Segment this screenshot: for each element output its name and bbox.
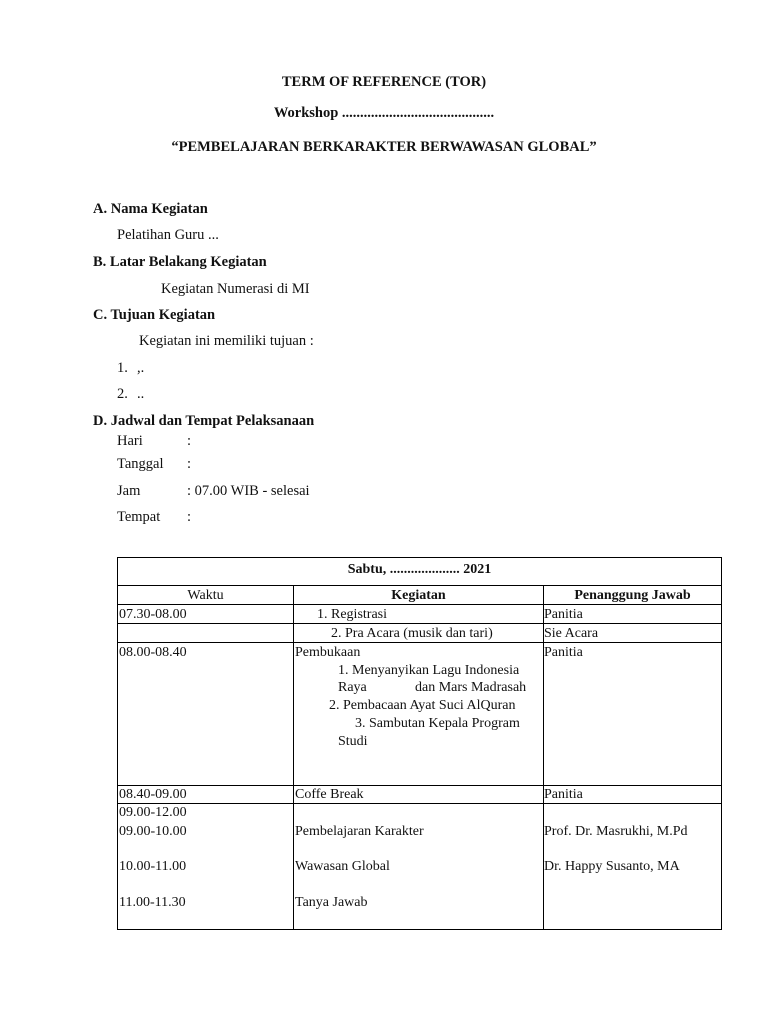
cell-waktu: 08.00-08.40 (119, 645, 187, 660)
cell-pj: Sie Acara (544, 626, 599, 641)
cell-waktu: 10.00-11.00 (119, 859, 187, 874)
section-a-body: Pelatihan Guru ... (117, 227, 219, 243)
cell-kegiatan: Pembelajaran Karakter (295, 824, 424, 839)
section-c-intro: Kegiatan ini memiliki tujuan : (139, 333, 314, 349)
cell-kegiatan-subitem: Studi (338, 734, 368, 749)
cell-kegiatan: Coffe Break (295, 787, 364, 802)
schedule-value-hari: : (187, 433, 192, 449)
schedule-label-tanggal: Tanggal (117, 456, 164, 472)
cell-pj: Dr. Happy Susanto, MA (544, 859, 680, 874)
section-c-heading: C. Tujuan Kegiatan (93, 307, 216, 323)
table-column-divider (293, 585, 294, 929)
schedule-value-jam: : 07.00 WIB - selesai (187, 483, 310, 499)
cell-kegiatan: Tanya Jawab (295, 895, 368, 910)
table-row-divider (118, 623, 721, 624)
table-row-divider (118, 803, 721, 804)
schedule-value-tempat: : (187, 509, 192, 525)
section-b-body: Kegiatan Numerasi di MI (161, 281, 310, 297)
objective-number: 2. (117, 386, 128, 402)
document-title: TERM OF REFERENCE (TOR) (281, 74, 487, 90)
schedule-label-tempat: Tempat (117, 509, 161, 525)
cell-kegiatan-subitem: Raya (338, 680, 367, 695)
cell-kegiatan: 1. Registrasi (317, 607, 387, 622)
cell-pj: Prof. Dr. Masrukhi, M.Pd (544, 824, 688, 839)
section-d-heading: D. Jadwal dan Tempat Pelaksanaan (93, 413, 315, 429)
objective-number: 1. (117, 360, 128, 376)
cell-kegiatan-subitem: 3. Sambutan Kepala Program (355, 716, 520, 731)
cell-kegiatan: Wawasan Global (295, 859, 390, 874)
workshop-theme: “PEMBELAJARAN BERKARAKTER BERWAWASAN GLOBAL” (171, 139, 597, 155)
column-header-penanggung-jawab: Penanggung Jawab (574, 588, 691, 603)
schedule-label-jam: Jam (117, 483, 141, 499)
cell-pj: Panitia (544, 787, 583, 802)
cell-kegiatan-subitem: dan Mars Madrasah (415, 680, 527, 695)
cell-waktu: 09.00-10.00 (119, 824, 187, 839)
column-header-kegiatan: Kegiatan (391, 588, 446, 603)
schedule-label-hari: Hari (117, 433, 143, 449)
cell-pj: Panitia (544, 607, 583, 622)
cell-kegiatan-subitem: 1. Menyanyikan Lagu Indonesia (338, 663, 520, 678)
workshop-line: Workshop .......................................... (273, 105, 495, 121)
section-b-heading: B. Latar Belakang Kegiatan (93, 254, 267, 270)
cell-kegiatan-subitem: 2. Pembacaan Ayat Suci AlQuran (329, 698, 516, 713)
cell-waktu: 08.40-09.00 (119, 787, 187, 802)
column-header-waktu: Waktu (187, 588, 224, 603)
objective-text: ,. (137, 360, 145, 376)
cell-waktu: 09.00-12.00 (119, 805, 187, 820)
cell-pj: Panitia (544, 645, 583, 660)
table-row-divider (118, 785, 721, 786)
cell-kegiatan: Pembukaan (295, 645, 361, 660)
schedule-title: Sabtu, .................... 2021 (347, 562, 492, 577)
table-row-divider (118, 604, 721, 605)
objective-text: .. (137, 386, 145, 402)
schedule-value-tanggal: : (187, 456, 192, 472)
table-row-divider (118, 585, 721, 586)
table-row-divider (118, 642, 721, 643)
section-a-heading: A. Nama Kegiatan (93, 201, 208, 217)
cell-waktu: 07.30-08.00 (119, 607, 187, 622)
cell-kegiatan: 2. Pra Acara (musik dan tari) (331, 626, 493, 641)
schedule-table (117, 557, 722, 930)
cell-waktu: 11.00-11.30 (119, 895, 186, 910)
